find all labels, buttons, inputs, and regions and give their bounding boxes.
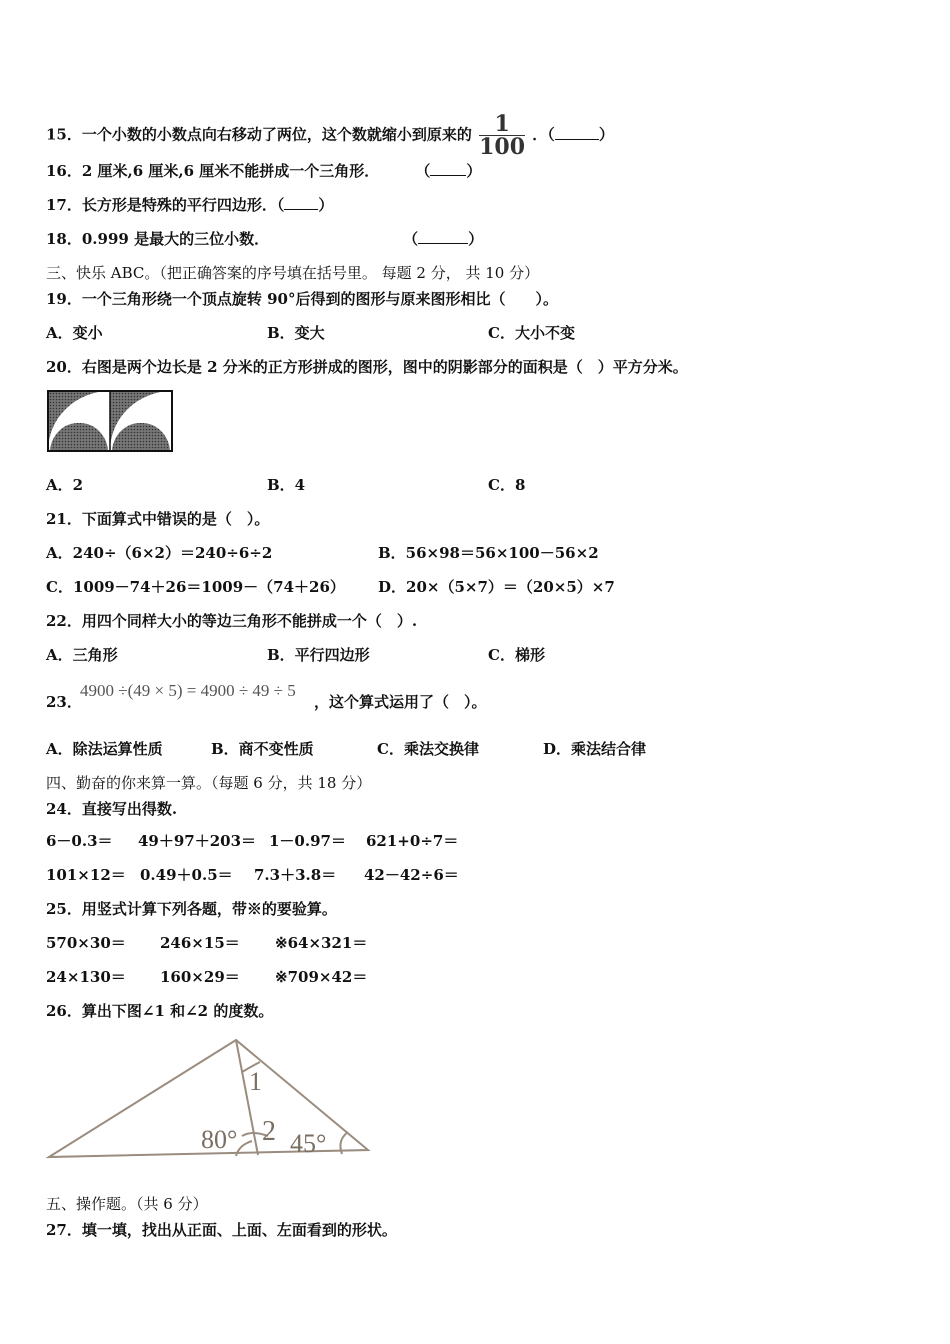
q24-item: 49＋97＋203＝ <box>138 832 257 850</box>
q25-item: 570×30＝ <box>46 934 126 952</box>
q23-number: 23． <box>46 693 82 711</box>
q23-option-d[interactable]: D．乘法结合律 <box>543 740 647 758</box>
q18-close: ） <box>468 230 484 248</box>
question-15 <box>46 111 614 160</box>
q19-option-a[interactable]: A．变小 <box>46 324 103 342</box>
q24-item: 7.3＋3.8＝ <box>254 866 337 884</box>
q23-option-b[interactable]: B．商不变性质 <box>211 740 314 758</box>
angle-80-label: 80° <box>201 1125 238 1154</box>
q25-item: ※64×321＝ <box>275 934 368 952</box>
section-4-heading: 四、勤奋的你来算一算。（每题 6 分，共 18 分） <box>46 774 372 792</box>
angle-2-label: 2 <box>262 1116 276 1147</box>
two-squares-figure <box>46 389 174 453</box>
q24-item: 1－0.97＝ <box>269 832 346 850</box>
q21-option-b[interactable]: B．56×98＝56×100－56×2 <box>378 544 599 562</box>
q24-item: 101×12＝ <box>46 866 126 884</box>
q25-item: ※709×42＝ <box>275 968 368 986</box>
triangle-angles-figure <box>46 1036 376 1162</box>
section-5-heading: 五、操作题。（共 6 分） <box>46 1195 208 1213</box>
q17-close: ） <box>318 196 334 214</box>
question-20: 20．右图是两个边长是 2 分米的正方形拼成的图形，图中的阴影部分的面积是（ ）平方分米。 <box>46 358 688 376</box>
q18-text: 18．0.999 是最大的三位小数． <box>46 230 270 248</box>
q21-option-a[interactable]: A．240÷（6×2）＝240÷6÷2 <box>46 544 273 562</box>
q23-text: ，这个算式运用了（ ）。 <box>314 693 487 711</box>
q21-option-d[interactable]: D．20×（5×7）＝（20×5）×7 <box>378 578 615 596</box>
q15-number: 15． <box>46 125 82 144</box>
q23-option-a[interactable]: A．除法运算性质 <box>46 740 163 758</box>
q16-text: 16．2 厘米,6 厘米,6 厘米不能拼成一个三角形． <box>46 162 380 180</box>
q19-option-c[interactable]: C．大小不变 <box>488 324 575 342</box>
q20-option-c[interactable]: C．8 <box>488 476 526 494</box>
fraction-denominator: 100 <box>479 134 526 160</box>
q21-option-c[interactable]: C．1009－74＋26＝1009－（74＋26） <box>46 578 345 596</box>
question-21: 21．下面算式中错误的是（ ）。 <box>46 510 270 528</box>
answer-blank[interactable] <box>418 229 468 244</box>
q24-item: 0.49＋0.5＝ <box>140 866 233 884</box>
q24-item: 6－0.3＝ <box>46 832 113 850</box>
angle-1-label: 1 <box>249 1067 262 1096</box>
q25-item: 160×29＝ <box>160 968 240 986</box>
section-3-heading: 三、快乐 ABC。（把正确答案的序号填在括号里。 每题 2 分， 共 10 分） <box>46 264 540 282</box>
question-19: 19．一个三角形绕一个顶点旋转 90°后得到的图形与原来图形相比（ ）。 <box>46 290 558 308</box>
question-25: 25．用竖式计算下列各题，带※的要验算。 <box>46 900 337 918</box>
q20-option-b[interactable]: B．4 <box>267 476 306 494</box>
question-18 <box>46 229 483 249</box>
question-17 <box>46 195 333 215</box>
question-16 <box>46 161 481 181</box>
answer-blank[interactable] <box>430 161 466 176</box>
q20-option-a[interactable]: A．2 <box>46 476 84 494</box>
q19-option-b[interactable]: B．变大 <box>267 324 325 342</box>
question-22: 22．用四个同样大小的等边三角形不能拼成一个（ ）. <box>46 612 418 630</box>
q25-item: 246×15＝ <box>160 934 240 952</box>
q16-open: （ <box>415 162 431 180</box>
q15-after: ．（ <box>532 125 555 144</box>
q25-item: 24×130＝ <box>46 968 126 986</box>
answer-blank[interactable] <box>555 125 599 140</box>
q24-item: 621+0÷7＝ <box>366 832 459 850</box>
q23-formula: 4900 ÷(49 × 5) = 4900 ÷ 49 ÷ 5 <box>80 681 296 700</box>
angle-45-label: 45° <box>290 1129 327 1158</box>
question-24: 24．直接写出得数. <box>46 800 178 818</box>
q22-option-b[interactable]: B．平行四边形 <box>267 646 370 664</box>
q22-option-c[interactable]: C．梯形 <box>488 646 545 664</box>
q15-close: ） <box>598 125 614 144</box>
question-26: 26．算出下图∠1 和∠2 的度数。 <box>46 1002 274 1020</box>
q23-option-c[interactable]: C．乘法交换律 <box>377 740 479 758</box>
q24-item: 42－42÷6＝ <box>364 866 459 884</box>
q18-open: （ <box>403 230 419 248</box>
q16-close: ） <box>466 162 482 180</box>
fraction-numerator: 1 <box>494 111 510 137</box>
answer-blank[interactable] <box>284 195 318 210</box>
q15-text: 一个小数的小数点向右移动了两位，这个数就缩小到原来的 <box>81 125 472 144</box>
q22-option-a[interactable]: A．三角形 <box>46 646 118 664</box>
q17-text: 17．长方形是特殊的平行四边形．（ <box>46 196 285 214</box>
question-27: 27．填一填，找出从正面、上面、左面看到的形状。 <box>46 1221 397 1239</box>
fraction-one-hundredth <box>479 111 526 160</box>
